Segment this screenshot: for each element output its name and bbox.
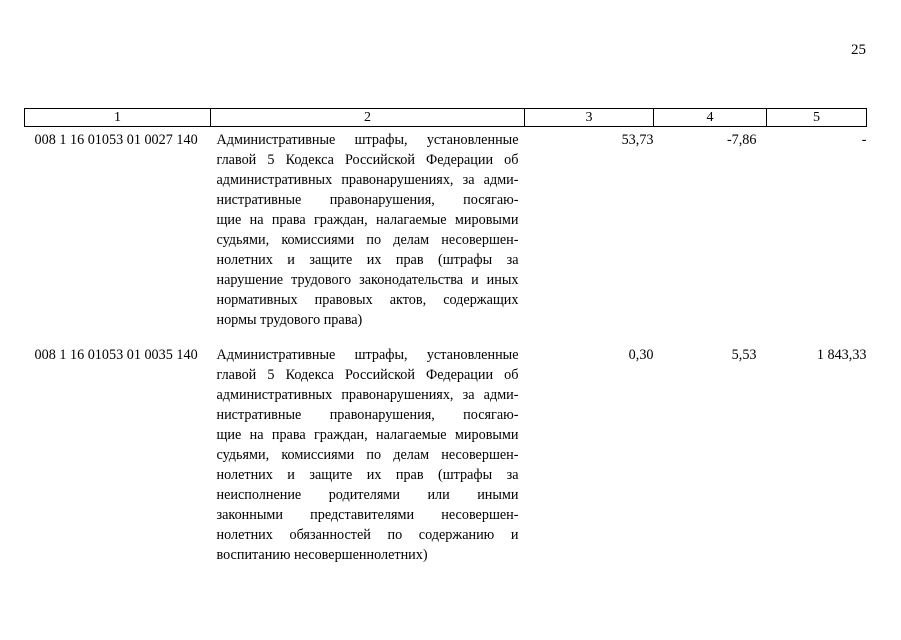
description-line: административных правонарушениях, за адми- [216, 172, 519, 188]
row-code: 008 1 16 01053 01 0035 140 [34, 347, 198, 363]
description-line: щие на права граждан, налагаемые мировыми [216, 427, 519, 443]
description-line: нистративные правонарушения, посягаю- [216, 192, 519, 208]
table-row [25, 127, 867, 343]
table-row [25, 342, 867, 585]
row-code: 008 1 16 01053 01 0027 140 [34, 132, 198, 148]
description-line: законными представителями несовершен- [216, 507, 519, 523]
page-number: 25 [851, 42, 866, 58]
description-line: главой 5 Кодекса Российской Федерации об [216, 152, 519, 168]
budget-table [24, 108, 867, 585]
row-value-col-5: 1 843,33 [816, 347, 867, 363]
row-value-col-5: - [861, 132, 867, 148]
row-value-col-4: -7,86 [726, 132, 757, 148]
description-line: главой 5 Кодекса Российской Федерации об [216, 367, 519, 383]
description-line: административных правонарушениях, за адми- [216, 387, 519, 403]
header-col-2: 2 [211, 109, 525, 127]
table-header-row [25, 109, 867, 127]
row-description [211, 342, 525, 585]
description-line: нолетних и защите их прав (штрафы за [216, 252, 519, 268]
description-line: нолетних и защите их прав (штрафы за [216, 467, 519, 483]
row-value-col-4: 5,53 [731, 347, 757, 363]
description-line: неисполнение родителями или иными [216, 487, 519, 503]
description-line: нормы трудового права) [216, 312, 363, 328]
description-line: судьями, комиссиями по делам несовершен- [216, 447, 519, 463]
row-value-col-3: 53,73 [621, 132, 654, 148]
description-line: нистративные правонарушения, посягаю- [216, 407, 519, 423]
description-line: воспитанию несовершеннолетних) [216, 547, 428, 563]
description-line: нолетних обязанностей по содержанию и [216, 527, 519, 543]
description-line: Административные штрафы, установленные [216, 132, 519, 148]
row-value-col-3: 0,30 [628, 347, 654, 363]
header-col-5: 5 [767, 109, 867, 127]
header-col-4: 4 [654, 109, 767, 127]
header-col-3: 3 [525, 109, 654, 127]
description-line: Административные штрафы, установленные [216, 347, 519, 363]
description-line: судьями, комиссиями по делам несовершен- [216, 232, 519, 248]
description-line: нарушение трудового законодательства и иных [216, 272, 519, 288]
description-line: щие на права граждан, налагаемые мировыми [216, 212, 519, 228]
header-col-1: 1 [25, 109, 211, 127]
description-line: нормативных правовых актов, содержащих [216, 292, 519, 308]
row-description [211, 127, 525, 343]
